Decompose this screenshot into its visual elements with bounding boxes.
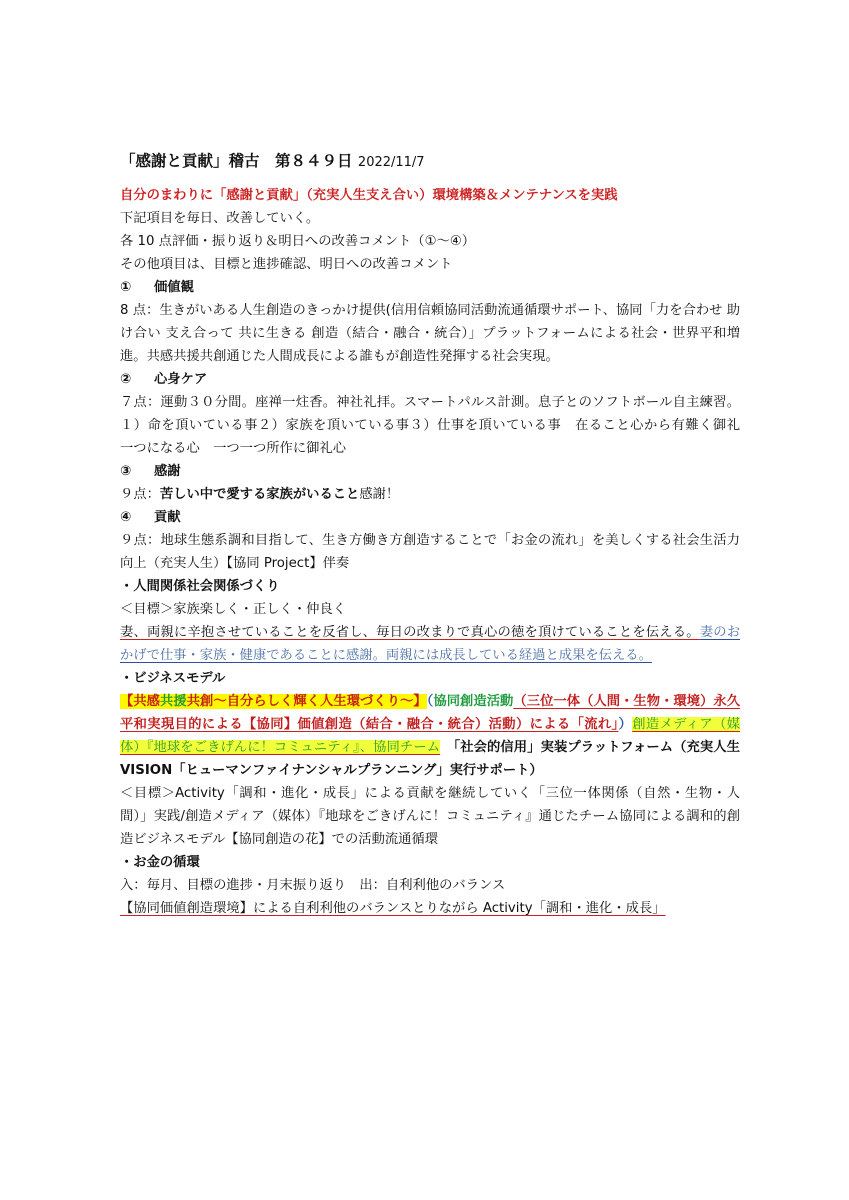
biz-media: 創造メディア（媒体）『地球をごきげんに！コミュニティ』、協同チーム <box>120 717 740 755</box>
relations-goal: ＜目標＞家族楽しく・正しく・仲良く <box>120 602 347 617</box>
relations-text-a: 妻、両親に辛抱させていることを反省し、毎日の改まりで真心の徳を頂けていることを伝える。 <box>120 625 700 640</box>
biz-kyoso: 共創～自分らしく輝く人生環づくり～】 <box>186 694 427 709</box>
money-heading: ・お金の循環 <box>120 855 200 870</box>
intro-line-3: その他項目は、目標と進捗確認、明日への改善コメント <box>120 257 453 272</box>
money-last-text: 【協同価値創造環境】による自利利他のバランスとりながら Activity「調和・進化・成長」 <box>120 901 666 916</box>
section-contribution-heading <box>120 506 740 529</box>
section-contribution-text: ９点：地球生態系調和目指して、生き方働き方創造することで「お金の流れ」を美しくする社会生活力向上（充実人生）【協同 Project】伴奏 <box>120 533 740 571</box>
business-text <box>120 690 740 782</box>
biz-bracket-open: 【 <box>120 694 134 709</box>
section-gratitude-label: 感謝 <box>154 464 181 479</box>
document-page <box>120 150 754 920</box>
section-values-text: 8 点：生きがいある人生創造のきっかけ提供(信用信頼協同活動流通循環サポート、協同「力を合わせ 助け合い 支え合って 共に生きる 創造（結合・融合・統合）」プラットフォームによる社会・世界平和増進。共感共援共創通じた人間成長による誰もが創造性発揮する社会実現。 <box>120 303 740 364</box>
section-gratitude-number: ③ <box>120 464 132 479</box>
intro-headline: 自分のまわりに「感謝と貢献」（充実人生支え合い）環境構築＆メンテナンスを実践 <box>120 188 618 203</box>
intro-line-2: 各 10 点評価・振り返り＆明日への改善コメント（①～④） <box>120 234 476 249</box>
relations-text-b: 妻のおかげで仕事・家族・健康であることに感謝。両親には成長している経過と成果を伝える。 <box>120 625 741 663</box>
section-care-label: 心身ケア <box>154 372 208 387</box>
section-care-number: ② <box>120 372 132 387</box>
section-gratitude-heading <box>120 460 740 483</box>
section-contribution-number: ④ <box>120 510 132 525</box>
intro-line-1: 下記項目を毎日、改善していく。 <box>120 211 320 226</box>
section-contribution-label: 貢献 <box>154 510 181 525</box>
biz-paren-open: （ <box>426 694 434 709</box>
relations-heading: ・人間関係社会関係づくり <box>120 579 280 594</box>
relations-text <box>120 621 740 667</box>
section-care-text: ７点：運動３０分間。座禅一炷香。神社礼拝。スマートパルス計測。息子とのソフトボール自主練習。１）命を頂いている事２）家族を頂いている事３）仕事を頂いている事 在ること心から有難く御礼 一つになる心 一つ一つ所作に御礼心 <box>120 395 754 456</box>
biz-kyoen: 共援 <box>160 694 187 709</box>
biz-kyokan: 共感 <box>133 694 161 709</box>
biz-paren-close: ） <box>618 717 633 732</box>
section-values-label: 価値観 <box>154 280 194 295</box>
title-date: 2022/11/7 <box>357 155 425 170</box>
biz-platform: 「社会的信用」実装プラットフォーム（充実人生 VISION「ヒューマンファイナンシャルプランニング」実行サポート） <box>120 740 740 778</box>
business-goal: ＜目標＞Activity「調和・進化・成長」による貢献を継続していく「三位一体関係（自然・生物・人間）」実践/創造メディア（媒体）『地球をごきげんに！コミュニティ』通じたチーム協同による調和的創造ビジネスモデル【協同創造の花】での活動流通循環 <box>120 786 740 847</box>
gratitude-prefix: ９点： <box>120 487 160 502</box>
business-heading: ・ビジネスモデル <box>120 671 226 686</box>
biz-sanmi-ittai: （三位一体（人間・生物・環境）永久平和実現目的による【協同】価値創造（結合・融合・統合）活動）による「流れ」 <box>120 694 741 732</box>
page-title <box>120 150 740 174</box>
money-line: 入：毎月、目標の進捗・月末振り返り 出：自利利他のバランス <box>120 878 506 893</box>
section-gratitude-text <box>120 483 740 506</box>
title-main: 「感謝と貢献」稽古 第８４９日 <box>120 152 353 170</box>
money-last <box>120 897 740 920</box>
section-care-heading <box>120 368 740 391</box>
gratitude-suffix: 感謝！ <box>359 487 400 502</box>
gratitude-bold: 苦しい中で愛する家族がいること <box>159 487 360 502</box>
section-values-number: ① <box>120 280 132 295</box>
biz-kyodo-katsudo: 協同創造活動 <box>433 694 514 709</box>
section-values-heading <box>120 276 740 299</box>
